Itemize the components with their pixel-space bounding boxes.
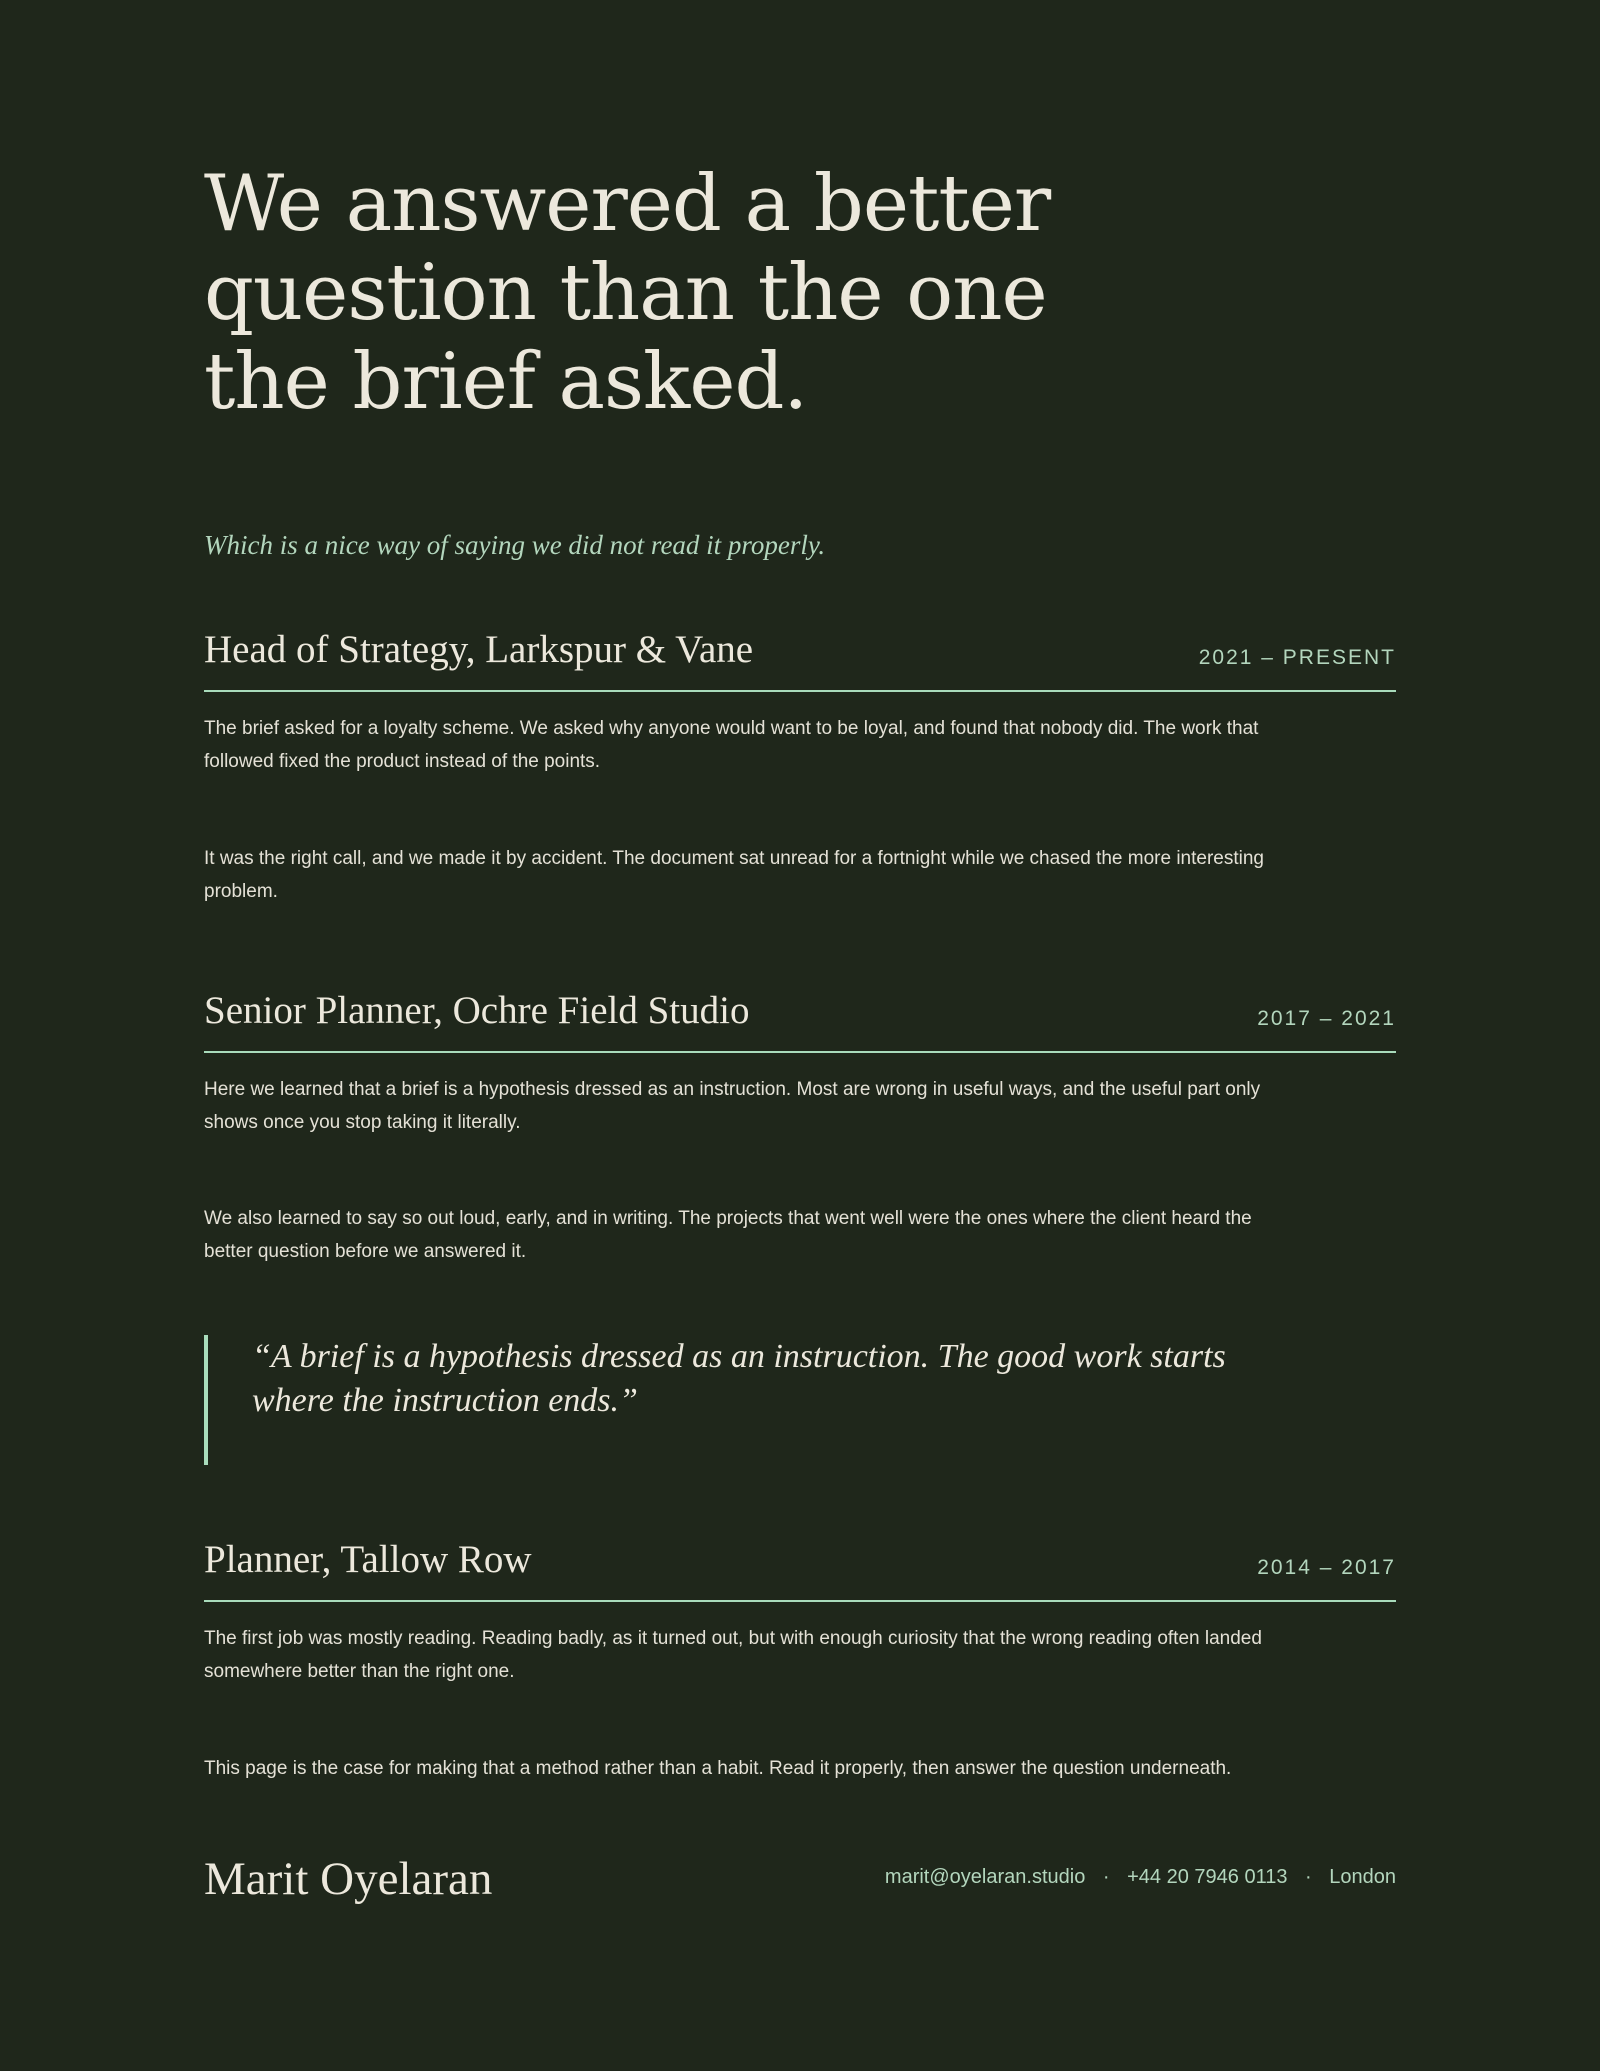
role-header [204, 1538, 1396, 1602]
headline-line-2: question than the one [204, 248, 1047, 338]
footer-name: Marit Oyelaran [204, 1853, 493, 1905]
role-dates: 2021 – PRESENT [1198, 646, 1396, 669]
role-title: Senior Planner, Ochre Field Studio [204, 989, 750, 1032]
subhead: Which is a nice way of saying we did not read it properly. [204, 530, 826, 560]
headline [204, 160, 1104, 427]
headline-line-3: the brief asked. [204, 337, 808, 427]
role-header [204, 989, 1396, 1053]
role-dates: 2017 – 2021 [1257, 1007, 1396, 1030]
role-ochre-field [204, 989, 1396, 1053]
role-dates: 2014 – 2017 [1257, 1556, 1396, 1579]
role-paragraph: The brief asked for a loyalty scheme. We asked why anyone would want to be loyal, and found that nobody did. The work that followed fixed the product instead of the points. [204, 718, 1259, 772]
email-link[interactable]: marit@oyelaran.studio [884, 1866, 1086, 1888]
headline-line-1: We answered a better [204, 159, 1051, 249]
role-title: Head of Strategy, Larkspur & Vane [204, 628, 754, 671]
pull-quote [204, 1335, 1258, 1465]
role-paragraph: It was the right call, and we made it by accident. The document sat unread for a fortnight while we chased the more interesting problem. [204, 848, 1265, 902]
separator: · [1102, 1866, 1110, 1888]
footer-contact [885, 1866, 1396, 1889]
role-tallow-row [204, 1538, 1396, 1602]
city-text: London [1329, 1866, 1396, 1888]
role-paragraph: We also learned to say so out loud, early, and in writing. The projects that went well were the ones where the client heard the better question before we answered it. [204, 1208, 1252, 1262]
role-title: Planner, Tallow Row [204, 1538, 532, 1581]
role-larkspur-vane [204, 628, 1396, 692]
role-paragraph: This page is the case for making that a method rather than a habit. Read it properly, then answer the question underneath. [204, 1758, 1232, 1779]
role-paragraph: Here we learned that a brief is a hypothesis dressed as an instruction. Most are wrong in useful ways, and the useful part only shows once you stop taking it literally. [204, 1079, 1261, 1133]
phone-link[interactable]: +44 20 7946 0113 [1127, 1866, 1288, 1888]
separator: · [1305, 1866, 1312, 1888]
role-paragraph: The first job was mostly reading. Reading badly, as it turned out, but with enough curiosity that the wrong reading often landed somewhere better than the right one. [204, 1628, 1262, 1682]
role-header [204, 628, 1396, 692]
pull-quote-text: “A brief is a hypothesis dressed as an instruction. The good work starts where the instruction ends.” [252, 1338, 1226, 1419]
